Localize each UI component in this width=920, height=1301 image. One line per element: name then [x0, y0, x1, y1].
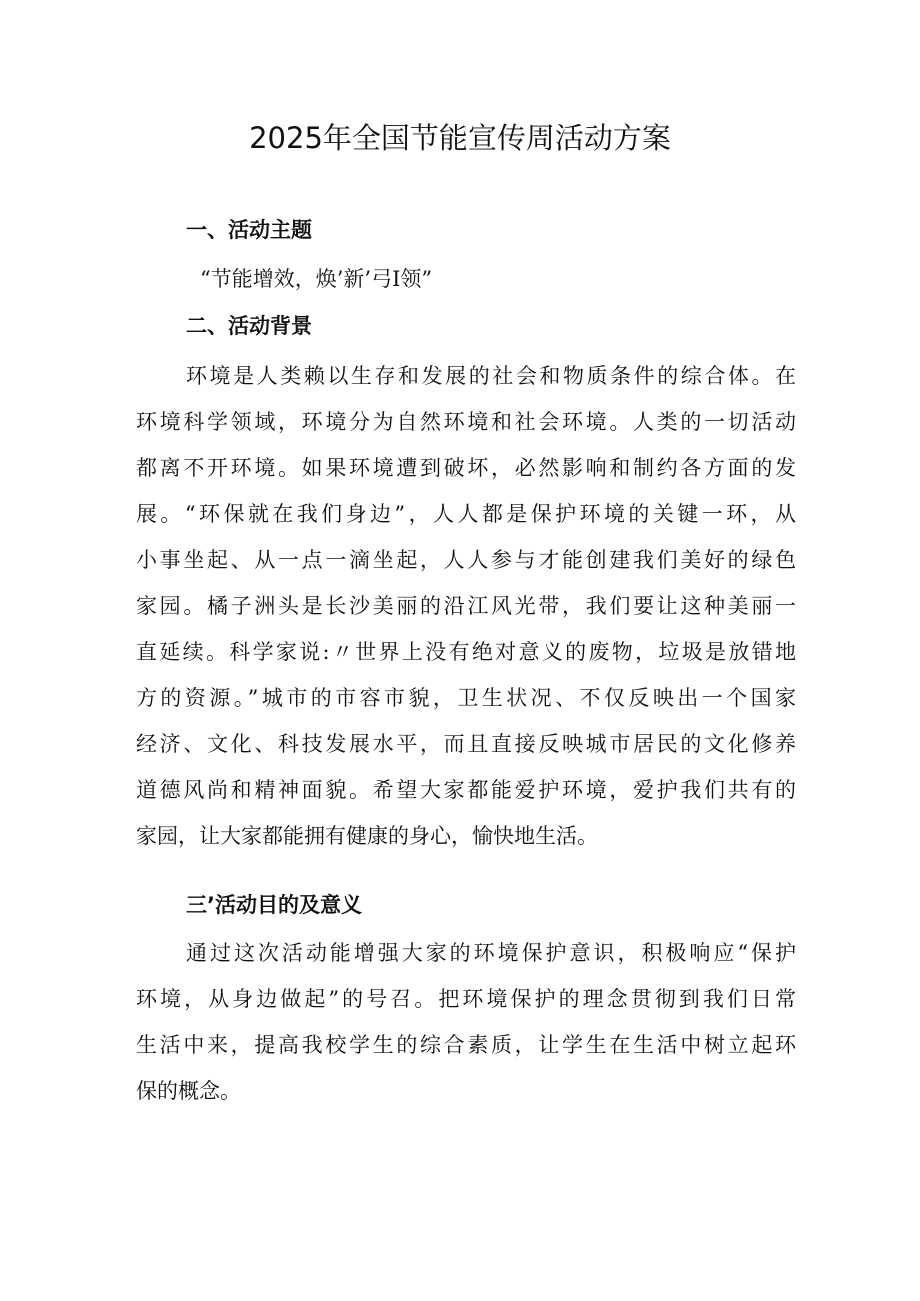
paragraph-line: 保的概念。: [136, 1079, 241, 1103]
paragraph-line: 通过这次活动能增强大家的环境保护意识，积极响应“保护: [186, 941, 796, 965]
activity-theme-text: “节能增效，焕’新’弓I领”: [200, 267, 433, 291]
section-heading-background: 二、活动背景: [186, 314, 312, 338]
paragraph-line: 直延续。科学家说:〃世界上没有绝对意义的废物，垃圾是放错地: [136, 640, 796, 664]
paragraph-line: 经济、文化、科技发展水平，而且直接反映城市居民的文化修养: [136, 732, 796, 756]
paragraph-line: 生活中来，提高我校学生的综合素质，让学生在生活中树立起环: [136, 1033, 796, 1057]
paragraph-line: 家园，让大家都能拥有健康的身心，愉快地生活。: [136, 824, 598, 848]
paragraph-line: 道德风尚和精神面貌。希望大家都能爱护环境，爱护我们共有的: [136, 778, 796, 802]
paragraph-line: 方的资源。”城市的市容市貌，卫生状况、不仅反映出一个国家: [136, 686, 796, 710]
paragraph-line: 环境是人类赖以生存和发展的社会和物质条件的综合体。在: [186, 364, 796, 388]
paragraph-line: 家园。橘子洲头是长沙美丽的沿江风光带，我们要让这种美丽一: [136, 594, 796, 618]
document-title: 2025年全国节能宣传周活动方案: [249, 121, 671, 155]
paragraph-line: 环境科学领域，环境分为自然环境和社会环境。人类的一切活动: [136, 410, 796, 434]
paragraph-line: 展。“环保就在我们身边”，人人都是保护环境的关键一环，从: [136, 502, 796, 526]
paragraph-line: 环境，从身边做起”的号召。把环境保护的理念贯彻到我们日常: [136, 987, 796, 1011]
paragraph-line: 小事坐起、从一点一滴坐起，人人参与才能创建我们美好的绿色: [136, 548, 796, 572]
paragraph-line: 都离不开环境。如果环境遭到破坏，必然影响和制约各方面的发: [136, 456, 796, 480]
background-paragraph: [136, 353, 796, 859]
section-heading-purpose: 三’活动目的及意义: [186, 893, 362, 917]
section-heading-theme: 一、活动主题: [186, 218, 312, 242]
purpose-paragraph: [136, 930, 796, 1114]
